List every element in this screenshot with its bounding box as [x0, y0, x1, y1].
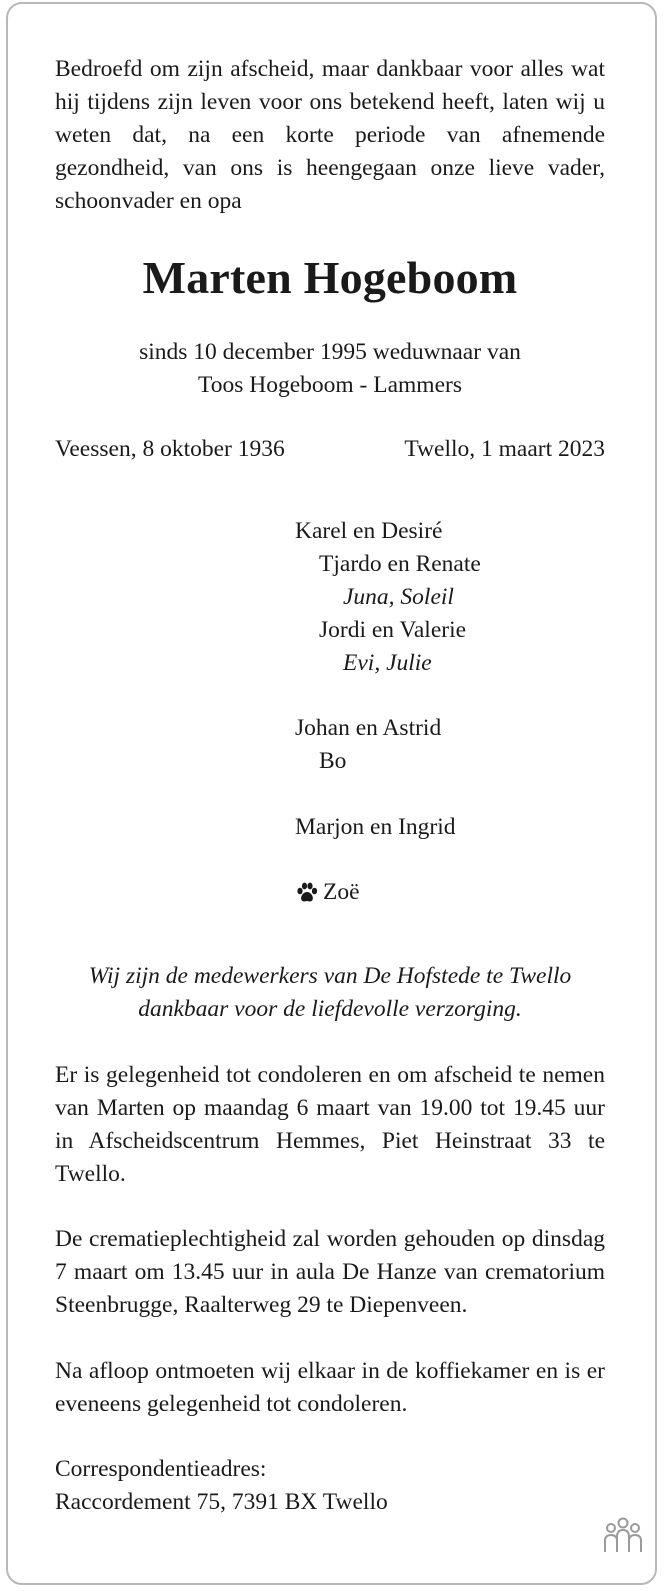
family-child: Tjardo en Renate — [319, 551, 481, 577]
pet-name: Zoë — [323, 879, 360, 905]
family-child: Jordi en Valerie — [319, 617, 467, 643]
thanks-line-2: dankbaar voor de liefdevolle verzorging. — [138, 996, 522, 1022]
family-parents: Karel en Desiré — [295, 518, 443, 544]
people-logo-icon — [600, 1514, 646, 1560]
family-group-1 — [295, 515, 615, 680]
cremation-paragraph: De crematieplechtigheid zal worden gehouden op dinsdag 7 maart om 13.45 uur in aula De Hanze van crematorium Steenbrugge, Raalterweg 29 te Diepenveen. — [55, 1226, 605, 1318]
family-group-2 — [295, 712, 615, 778]
family-parents: Marjon en Ingrid — [295, 814, 456, 840]
intro-paragraph: Bedroefd om zijn afscheid, maar dankbaar voor alles wat hij tijdens zijn leven voor ons betekend heeft, laten wij u weten dat, na een korte periode van afnemende gezondheid, van ons is heengegaan onze lieve vader, schoonvader en opa — [55, 56, 605, 214]
widower-block — [55, 336, 605, 402]
death-date: Twello, 1 maart 2023 — [404, 436, 605, 462]
correspondence-address: Raccordement 75, 7391 BX Twello — [55, 1489, 388, 1515]
widower-line-1: sinds 10 december 1995 weduwnaar van — [139, 339, 521, 365]
paw-icon — [295, 881, 319, 905]
family-grandchildren: Juna, Soleil — [343, 584, 454, 610]
birth-date: Veessen, 8 oktober 1936 — [55, 436, 285, 462]
pet-entry — [295, 876, 615, 909]
correspondence-block — [55, 1453, 605, 1519]
thanks-line-1: Wij zijn de medewerkers van De Hofstede te Twello — [88, 963, 572, 989]
thanks-block — [55, 960, 605, 1026]
family-grandchildren: Evi, Julie — [343, 650, 432, 676]
life-dates — [55, 433, 605, 466]
condolence-paragraph: Er is gelegenheid tot condoleren en om afscheid te nemen van Marten op maandag 6 maart van 19.00 tot 19.45 uur in Afscheidscentrum Hemmes, Piet Heinstraat 33 te Twello. — [55, 1062, 605, 1187]
pet-line — [295, 876, 615, 909]
deceased-name: Marten Hogeboom — [142, 252, 518, 303]
family-child: Bo — [319, 748, 347, 774]
family-parents: Johan en Astrid — [295, 715, 442, 741]
meeting-paragraph: Na afloop ontmoeten wij elkaar in de koffiekamer en is er eveneens gelegenheid tot condoleren. — [55, 1358, 605, 1417]
widower-line-2: Toos Hogeboom - Lammers — [198, 372, 462, 398]
correspondence-label: Correspondentieadres: — [55, 1456, 267, 1482]
family-group-3 — [295, 811, 615, 844]
obituary-card — [6, 2, 657, 1585]
